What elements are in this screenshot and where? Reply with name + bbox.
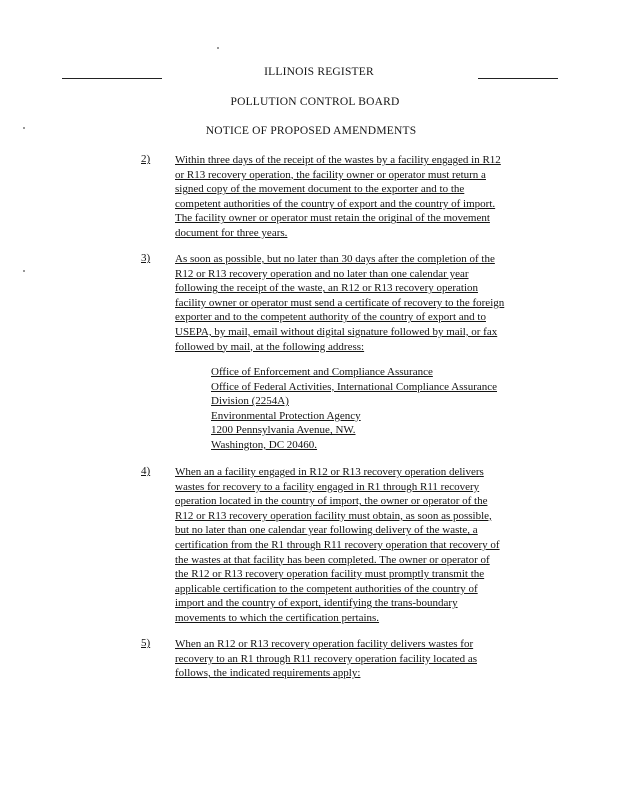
paragraph-number: 4) [141, 465, 151, 477]
text-line: Within three days of the receipt of the wastes by a facility engaged in R12 [175, 154, 501, 166]
address-line: Washington, DC 20460. [211, 438, 318, 451]
header-rule-right [478, 78, 558, 79]
text-line: R12 or R13 recovery operation and no later than one calendar year [175, 267, 469, 280]
text-line: facility owner or operator must send a certificate of recovery to the foreign [175, 296, 505, 309]
text-line: When an R12 or R13 recovery operation facility delivers wastes for [175, 638, 474, 650]
paragraph-number: 3) [141, 252, 151, 264]
text-line: import and the country of export, identifying the trans-boundary [175, 597, 458, 610]
paragraph-number: 5) [141, 637, 151, 649]
text-line: USEPA, by mail, email without digital signature followed by mail, or fax [175, 325, 498, 338]
text-line: document for three years. [175, 226, 288, 239]
header-rule-left [62, 78, 162, 79]
address-line: Division (2254A) [211, 395, 289, 408]
register-title: ILLINOIS REGISTER [264, 66, 374, 78]
text-line: the wastes at that facility has been completed. The owner or operator of [175, 553, 490, 566]
text-line: movements to which the certification pertains. [175, 611, 380, 624]
text-line: applicable certification to the competent authorities of the country of [175, 582, 478, 595]
paragraph-number: 2) [141, 153, 151, 165]
text-line: but no later than one calendar year following delivery of the waste, a [175, 524, 478, 537]
text-line: wastes for recovery to a facility engaged in R1 through R11 recovery [175, 480, 480, 493]
text-line: As soon as possible, but no later than 30 days after the completion of the [175, 253, 495, 265]
text-line: exporter and to the competent authority of the country of export and to [175, 311, 486, 324]
paragraph-text [175, 465, 535, 626]
paragraph-text [175, 637, 535, 681]
text-line: the R12 or R13 recovery operation facility must promptly transmit the [175, 568, 485, 581]
board-title: POLLUTION CONTROL BOARD [230, 96, 400, 108]
text-line: certification from the R1 through R11 recovery operation that recovery of [175, 538, 500, 551]
text-line: or R13 recovery operation, the facility owner or operator must return a [175, 168, 486, 181]
address-line: 1200 Pennsylvania Avenue, NW. [211, 424, 356, 437]
notice-title: NOTICE OF PROPOSED AMENDMENTS [205, 125, 417, 137]
mailing-address [211, 365, 541, 453]
text-line: R12 or R13 recovery operation facility must obtain, as soon as possible, [175, 509, 492, 522]
text-line: competent authorities of the country of export and the country of import. [175, 197, 496, 210]
text-line: operation located in the country of import, the owner or operator of the [175, 495, 488, 508]
text-line: recovery to an R1 through R11 recovery operation facility located as [175, 652, 477, 665]
address-line: Office of Enforcement and Compliance Assurance [211, 366, 433, 378]
paragraph-text [175, 153, 535, 241]
text-line: The facility owner or operator must retain the original of the movement [175, 212, 490, 225]
text-line: following the receipt of the waste, an R12 or R13 recovery operation [175, 282, 479, 295]
text-line: followed by mail, at the following address: [175, 340, 365, 353]
address-line: Environmental Protection Agency [211, 409, 361, 422]
paragraph-text [175, 252, 535, 354]
address-line: Office of Federal Activities, International Compliance Assurance [211, 380, 498, 393]
scan-speck [23, 270, 25, 272]
scan-speck [217, 47, 219, 49]
text-line: signed copy of the movement document to the exporter and to the [175, 183, 465, 196]
text-line: follows, the indicated requirements apply: [175, 667, 361, 680]
text-line: When an a facility engaged in R12 or R13 recovery operation delivers [175, 466, 484, 478]
